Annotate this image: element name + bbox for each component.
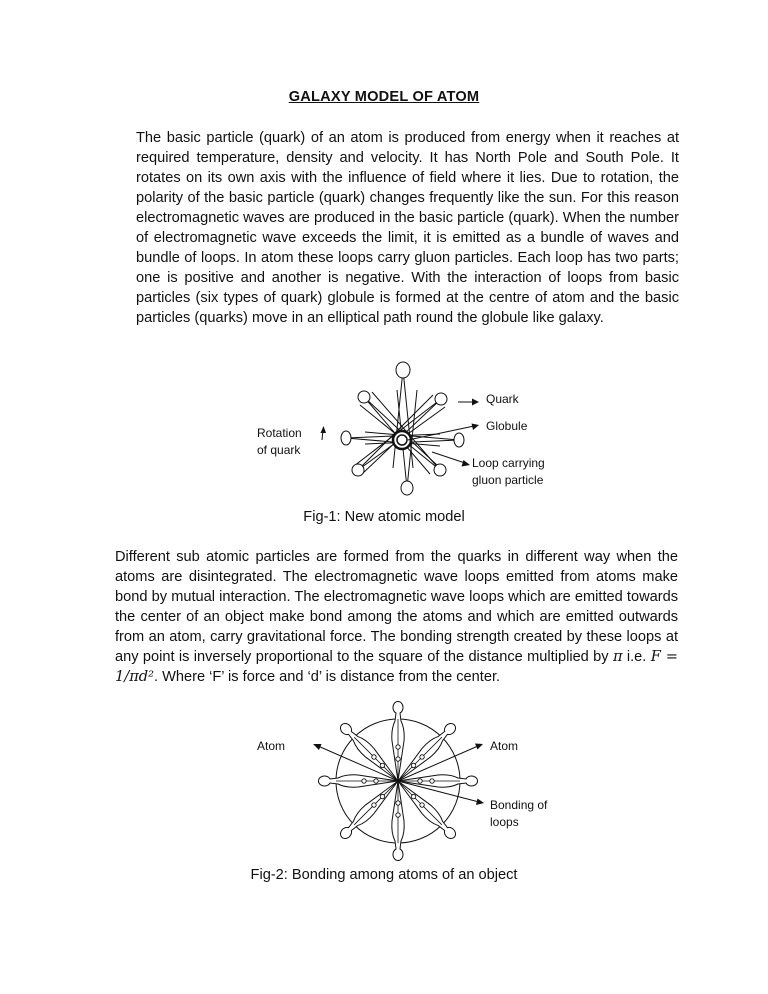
label-loop-line2: gluon particle	[472, 473, 544, 487]
label-loop-line1: Loop carrying	[472, 456, 545, 470]
label-quark: Quark	[486, 392, 519, 406]
bonding-loop-spoke	[392, 702, 404, 781]
pi-symbol: π	[612, 648, 623, 665]
force-formula: F = 1/πd²	[115, 648, 679, 685]
paragraph-galaxy-model: The basic particle (quark) of an atom is produced from energy when it reaches at required temperature, density and velocity. It has North Pole and South Pole. It rotates on its own axis with the influence of field where it lies. Due to rotation, the polarity of the basic particle (quark) changes frequently like the sun. For this reason electromagnetic waves are produced in the basic particle (quark). When the number of electromagnetic wave exceeds the limit, it is emitted as a bundle of waves and bundle of loops. In atom these loops carry gluon particles. Each loop has two parts; one is positive and another is negative. With the interaction of loops from basic particles (six types of quark) globule is formed at the centre of atom and the basic particles (quarks) move in an elliptical path round the globule like galaxy.	[136, 130, 679, 326]
label-rotation-line2: of quark	[257, 443, 301, 457]
bonding-loop-spoke	[398, 775, 477, 787]
figure-2-caption: Fig-2: Bonding among atoms of an object	[250, 867, 518, 883]
bonding-loop-spoke	[392, 781, 404, 860]
label-bonding-line2: loops	[490, 815, 519, 829]
label-atom-right: Atom	[490, 739, 519, 753]
document-title: GALAXY MODEL OF ATOM	[288, 89, 480, 105]
paragraph-bonding-tail: . Where ‘F’ is force and ‘d’ is distance from the center.	[154, 669, 501, 685]
paragraph-bonding-text: Different sub atomic particles are formed from the quarks in different way when the atoms are disintegrated. The electromagnetic wave loops emitted from atoms make bond by mutual interaction. The electromagnetic wave loops which are emitted towards the center of an object make bond among the atoms and which are emitted outwards from an atom, carry gravitational force. The bonding strength created by these loops at any point is inversely proportional to the square of the distance multiplied by	[115, 549, 678, 665]
ie-text: i.e.	[622, 649, 651, 665]
label-rotation-line1: Rotation	[257, 426, 302, 440]
label-bonding-of-loops	[490, 797, 547, 831]
bonding-loop-spoke	[319, 775, 398, 787]
label-atom-left: Atom	[257, 739, 286, 753]
figure-1-caption: Fig-1: New atomic model	[303, 509, 465, 525]
label-globule: Globule	[486, 419, 528, 433]
label-bonding-line1: Bonding of	[490, 798, 548, 812]
